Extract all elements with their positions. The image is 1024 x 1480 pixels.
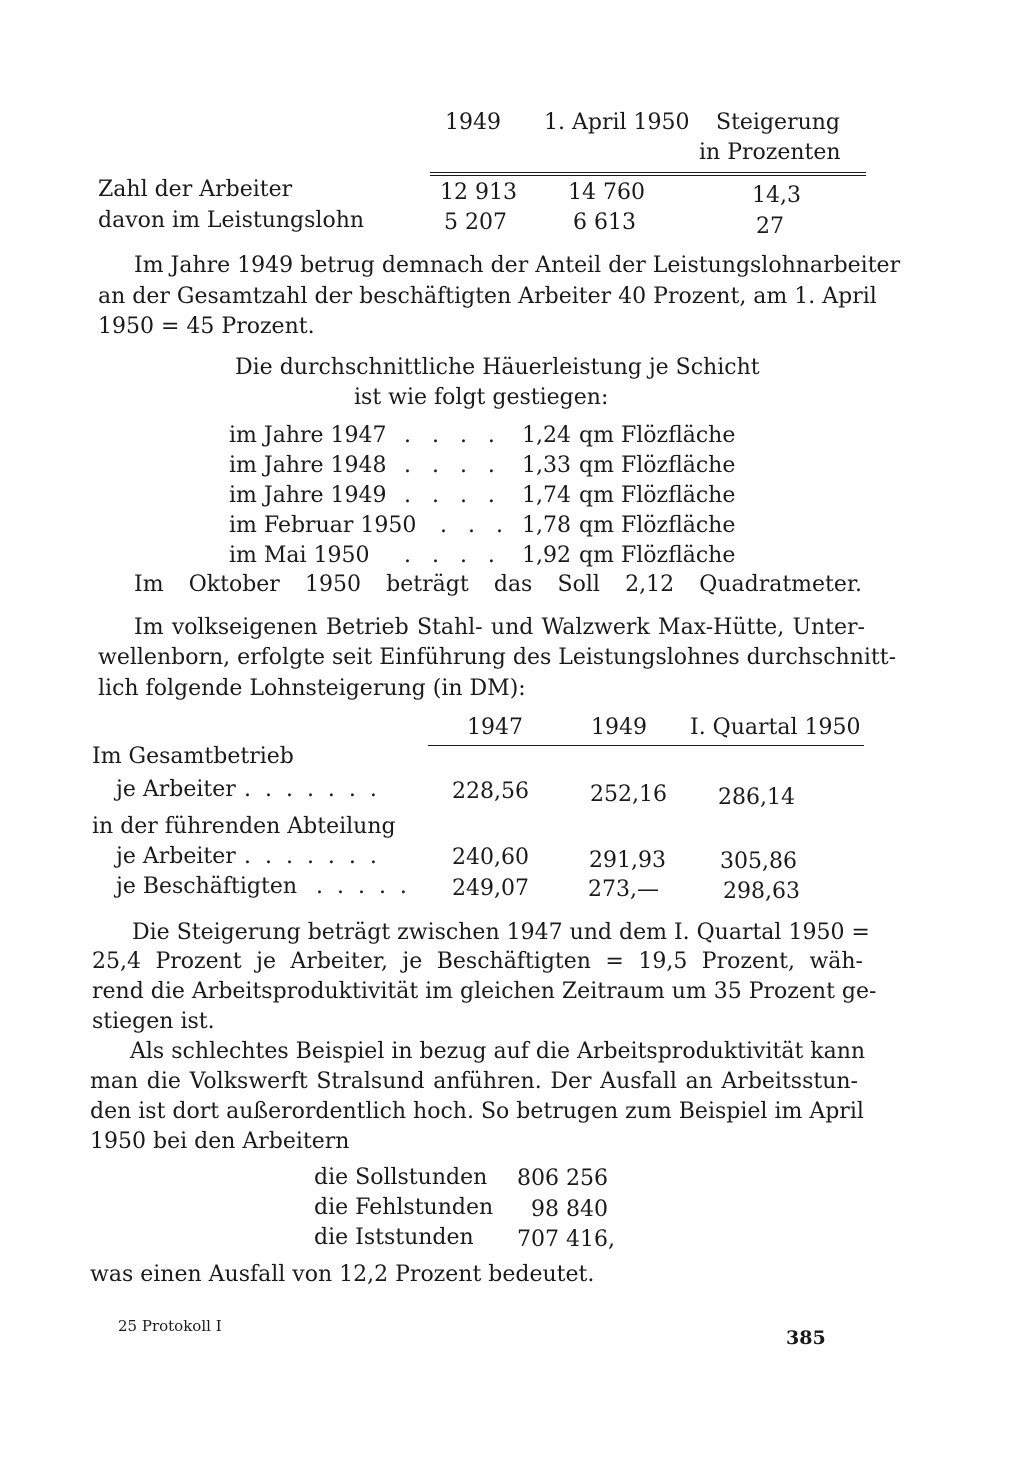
list1-item-3-unit: qm Flözfläche	[579, 483, 736, 508]
para3-line-3: rend die Arbeitsproduktivität im gleichen Zeitraum um 35 Prozent ge-	[92, 979, 877, 1004]
table2-row1-1950: 286,14	[718, 785, 795, 810]
list2-item-3-value: 707 416,	[517, 1227, 615, 1252]
list1-item-4-dots: . . .	[440, 513, 503, 538]
table1-header-steigerung: Steigerung	[716, 110, 841, 135]
list1-item-4-unit: qm Flözfläche	[579, 513, 736, 538]
list2-item-2-label: die Fehlstunden	[314, 1195, 494, 1220]
list1-item-1-unit: qm Flözfläche	[579, 423, 736, 448]
list1-item-2-unit: qm Flözfläche	[579, 453, 736, 478]
list1-item-5-label: im Mai 1950	[229, 543, 370, 568]
table2-row3-1949: 273,—	[588, 877, 659, 902]
para2-line-1: Im volkseigenen Betrieb Stahl- und Walzwerk Max-Hütte, Unter-	[134, 615, 865, 640]
list1-outro: Im Oktober 1950 beträgt das Soll 2,12 Quadratmeter.	[134, 572, 862, 597]
table2-row3-1950: 298,63	[723, 879, 800, 904]
table2-header-quartal: I. Quartal 1950	[690, 715, 861, 740]
table2-row1-dots: . . . . . . .	[244, 777, 377, 802]
list1-intro-1: Die durchschnittliche Häuerleistung je Schicht	[235, 355, 760, 380]
list1-item-1-label: im Jahre 1947	[229, 423, 387, 448]
list2-item-1-value: 806 256	[517, 1166, 608, 1191]
list1-item-2-value: 1,33	[522, 453, 571, 478]
table2-row1-1949: 252,16	[590, 782, 667, 807]
table2-row3-1947: 249,07	[452, 876, 529, 901]
table1-header-april-1950: 1. April 1950	[544, 110, 690, 135]
table2-header-rule	[428, 745, 864, 746]
table2-row2-1949: 291,93	[589, 848, 666, 873]
para4-line-4: 1950 bei den Arbeitern	[90, 1129, 350, 1154]
page-number: 385	[786, 1327, 826, 1349]
table2-row3-label: je Beschäftigten	[116, 874, 298, 899]
list1-intro-2: ist wie folgt gestiegen:	[354, 385, 609, 410]
list2-item-3-label: die Iststunden	[314, 1225, 474, 1250]
para1-line-1: Im Jahre 1949 betrug demnach der Anteil der Leistungslohnarbeiter	[134, 253, 901, 278]
list1-item-5-value: 1,92	[522, 543, 571, 568]
list1-item-2-label: im Jahre 1948	[229, 453, 387, 478]
table1-header-1949: 1949	[445, 110, 501, 135]
table1-header-rule	[430, 172, 866, 176]
table1-row2-1950: 6 613	[573, 210, 636, 235]
footer-signature: 25 Protokoll I	[118, 1317, 222, 1335]
table1-row1-percent: 14,3	[752, 183, 801, 208]
list1-item-5-unit: qm Flözfläche	[579, 543, 736, 568]
list1-item-4-label: im Februar 1950	[229, 513, 417, 538]
para1-line-3: 1950 = 45 Prozent.	[98, 314, 315, 339]
table1-row2-label: davon im Leistungslohn	[98, 208, 365, 233]
table1-row2-1949: 5 207	[444, 210, 507, 235]
para3-line-2: 25,4 Prozent je Arbeiter, je Beschäftigten = 19,5 Prozent, wäh-	[92, 949, 863, 974]
list2-item-2-value: 98 840	[531, 1197, 608, 1222]
table2-header-1947: 1947	[467, 715, 523, 740]
list1-item-1-dots: . . . .	[404, 423, 495, 448]
para2-line-2: wellenborn, erfolgte seit Einführung des Leistungslohnes durchschnitt-	[98, 645, 897, 670]
table1-row1-label: Zahl der Arbeiter	[98, 177, 293, 202]
table2-row2-1947: 240,60	[452, 845, 529, 870]
table1-row1-1949: 12 913	[440, 180, 517, 205]
para1-line-2: an der Gesamtzahl der beschäftigten Arbeiter 40 Prozent, am 1. April	[98, 284, 877, 309]
para4-line-1: Als schlechtes Beispiel in bezug auf die Arbeitsproduktivität kann	[130, 1039, 866, 1064]
para4-line-2: man die Volkswerft Stralsund anführen. Der Ausfall an Arbeitsstun-	[90, 1069, 858, 1094]
table2-row2-dots: . . . . . . .	[244, 844, 377, 869]
table2-header-1949: 1949	[591, 715, 647, 740]
table2-row1-label: je Arbeiter	[116, 777, 236, 802]
list1-item-2-dots: . . . .	[404, 453, 495, 478]
list2-outro: was einen Ausfall von 12,2 Prozent bedeutet.	[90, 1262, 595, 1287]
para3-line-4: stiegen ist.	[92, 1009, 215, 1034]
list1-item-5-dots: . . . .	[404, 543, 495, 568]
table1-row2-percent: 27	[756, 214, 784, 239]
table1-row1-1950: 14 760	[568, 180, 645, 205]
list1-item-3-label: im Jahre 1949	[229, 483, 387, 508]
list2-item-1-label: die Sollstunden	[314, 1165, 488, 1190]
para2-line-3: lich folgende Lohnsteigerung (in DM):	[98, 676, 526, 701]
para4-line-3: den ist dort außerordentlich hoch. So betrugen zum Beispiel im April	[90, 1099, 864, 1124]
list1-item-3-dots: . . . .	[404, 483, 495, 508]
table2-row2-1950: 305,86	[720, 849, 797, 874]
para3-line-1: Die Steigerung beträgt zwischen 1947 und dem I. Quartal 1950 =	[132, 920, 870, 945]
list1-item-3-value: 1,74	[522, 483, 571, 508]
table1-header-prozenten: in Prozenten	[699, 140, 841, 165]
table2-row3-dots: . . . . .	[316, 874, 407, 899]
table2-row1-1947: 228,56	[452, 779, 529, 804]
table2-group2-label: in der führenden Abteilung	[92, 814, 396, 839]
table2-row2-label: je Arbeiter	[116, 844, 236, 869]
list1-item-1-value: 1,24	[522, 423, 571, 448]
list1-item-4-value: 1,78	[522, 513, 571, 538]
table2-group1-label: Im Gesamtbetrieb	[92, 744, 294, 769]
